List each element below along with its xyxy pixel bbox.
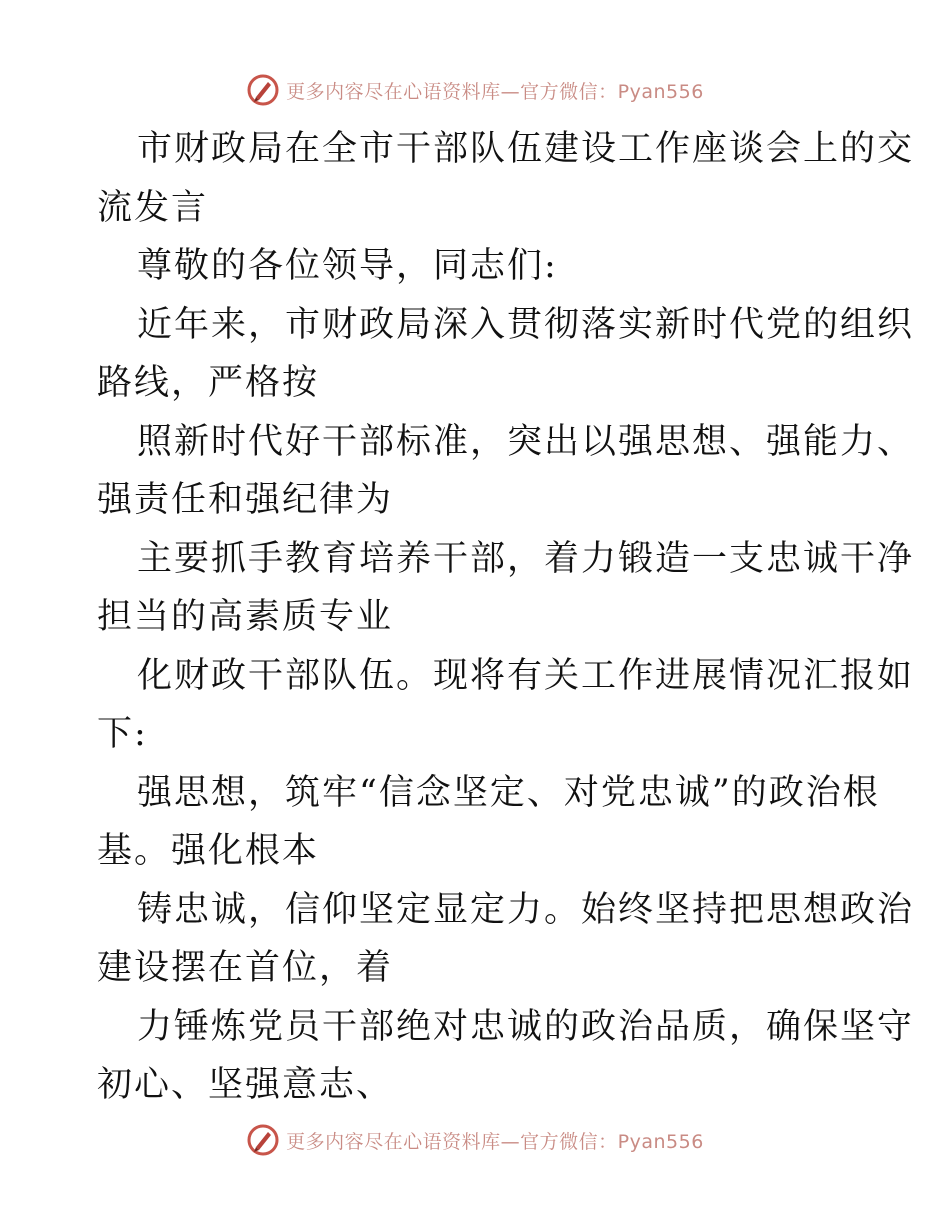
paragraph-line: 初心、坚强意志、 [97, 1065, 394, 1105]
paragraph-line: 担当的高素质专业 [97, 597, 394, 637]
paragraph-line: 强思想，筑牢“信念坚定、对党忠诚”的政治根 [137, 772, 880, 813]
pen-logo-icon [246, 73, 280, 107]
paragraph-line: 近年来，市财政局深入贯彻落实新时代党的组织 [137, 304, 915, 345]
pen-logo-icon [246, 1123, 280, 1157]
salutation: 尊敬的各位领导，同志们: [137, 246, 558, 286]
paragraph-line: 建设摆在首位，着 [97, 948, 394, 988]
paragraph-line: 照新时代好干部标准，突出以强思想、强能力、 [137, 421, 915, 462]
footer-banner [0, 1120, 950, 1160]
paragraph-line: 强责任和强纪律为 [97, 480, 394, 520]
document-body [97, 120, 915, 1115]
footer-banner-text: 更多内容尽在心语资料库—官方微信：Pyan556 [286, 1130, 704, 1153]
paragraph-line: 基。强化根本 [97, 831, 320, 871]
title-line-2: 流发言 [97, 187, 209, 228]
paragraph-line: 下: [97, 714, 148, 754]
paragraph-line: 铸忠诚，信仰坚定显定力。始终坚持把思想政治 [137, 889, 915, 930]
header-banner-text: 更多内容尽在心语资料库—官方微信：Pyan556 [286, 80, 704, 103]
paragraph-line: 路线，严格按 [97, 363, 320, 403]
header-banner [0, 70, 950, 110]
paragraph-line: 力锤炼党员干部绝对忠诚的政治品质，确保坚守 [137, 1006, 915, 1047]
paragraph-line: 主要抓手教育培养干部，着力锻造一支忠诚干净 [137, 538, 915, 579]
paragraph-line: 化财政干部队伍。现将有关工作进展情况汇报如 [137, 655, 915, 696]
title-line-1: 市财政局在全市干部队伍建设工作座谈会上的交 [137, 129, 915, 169]
